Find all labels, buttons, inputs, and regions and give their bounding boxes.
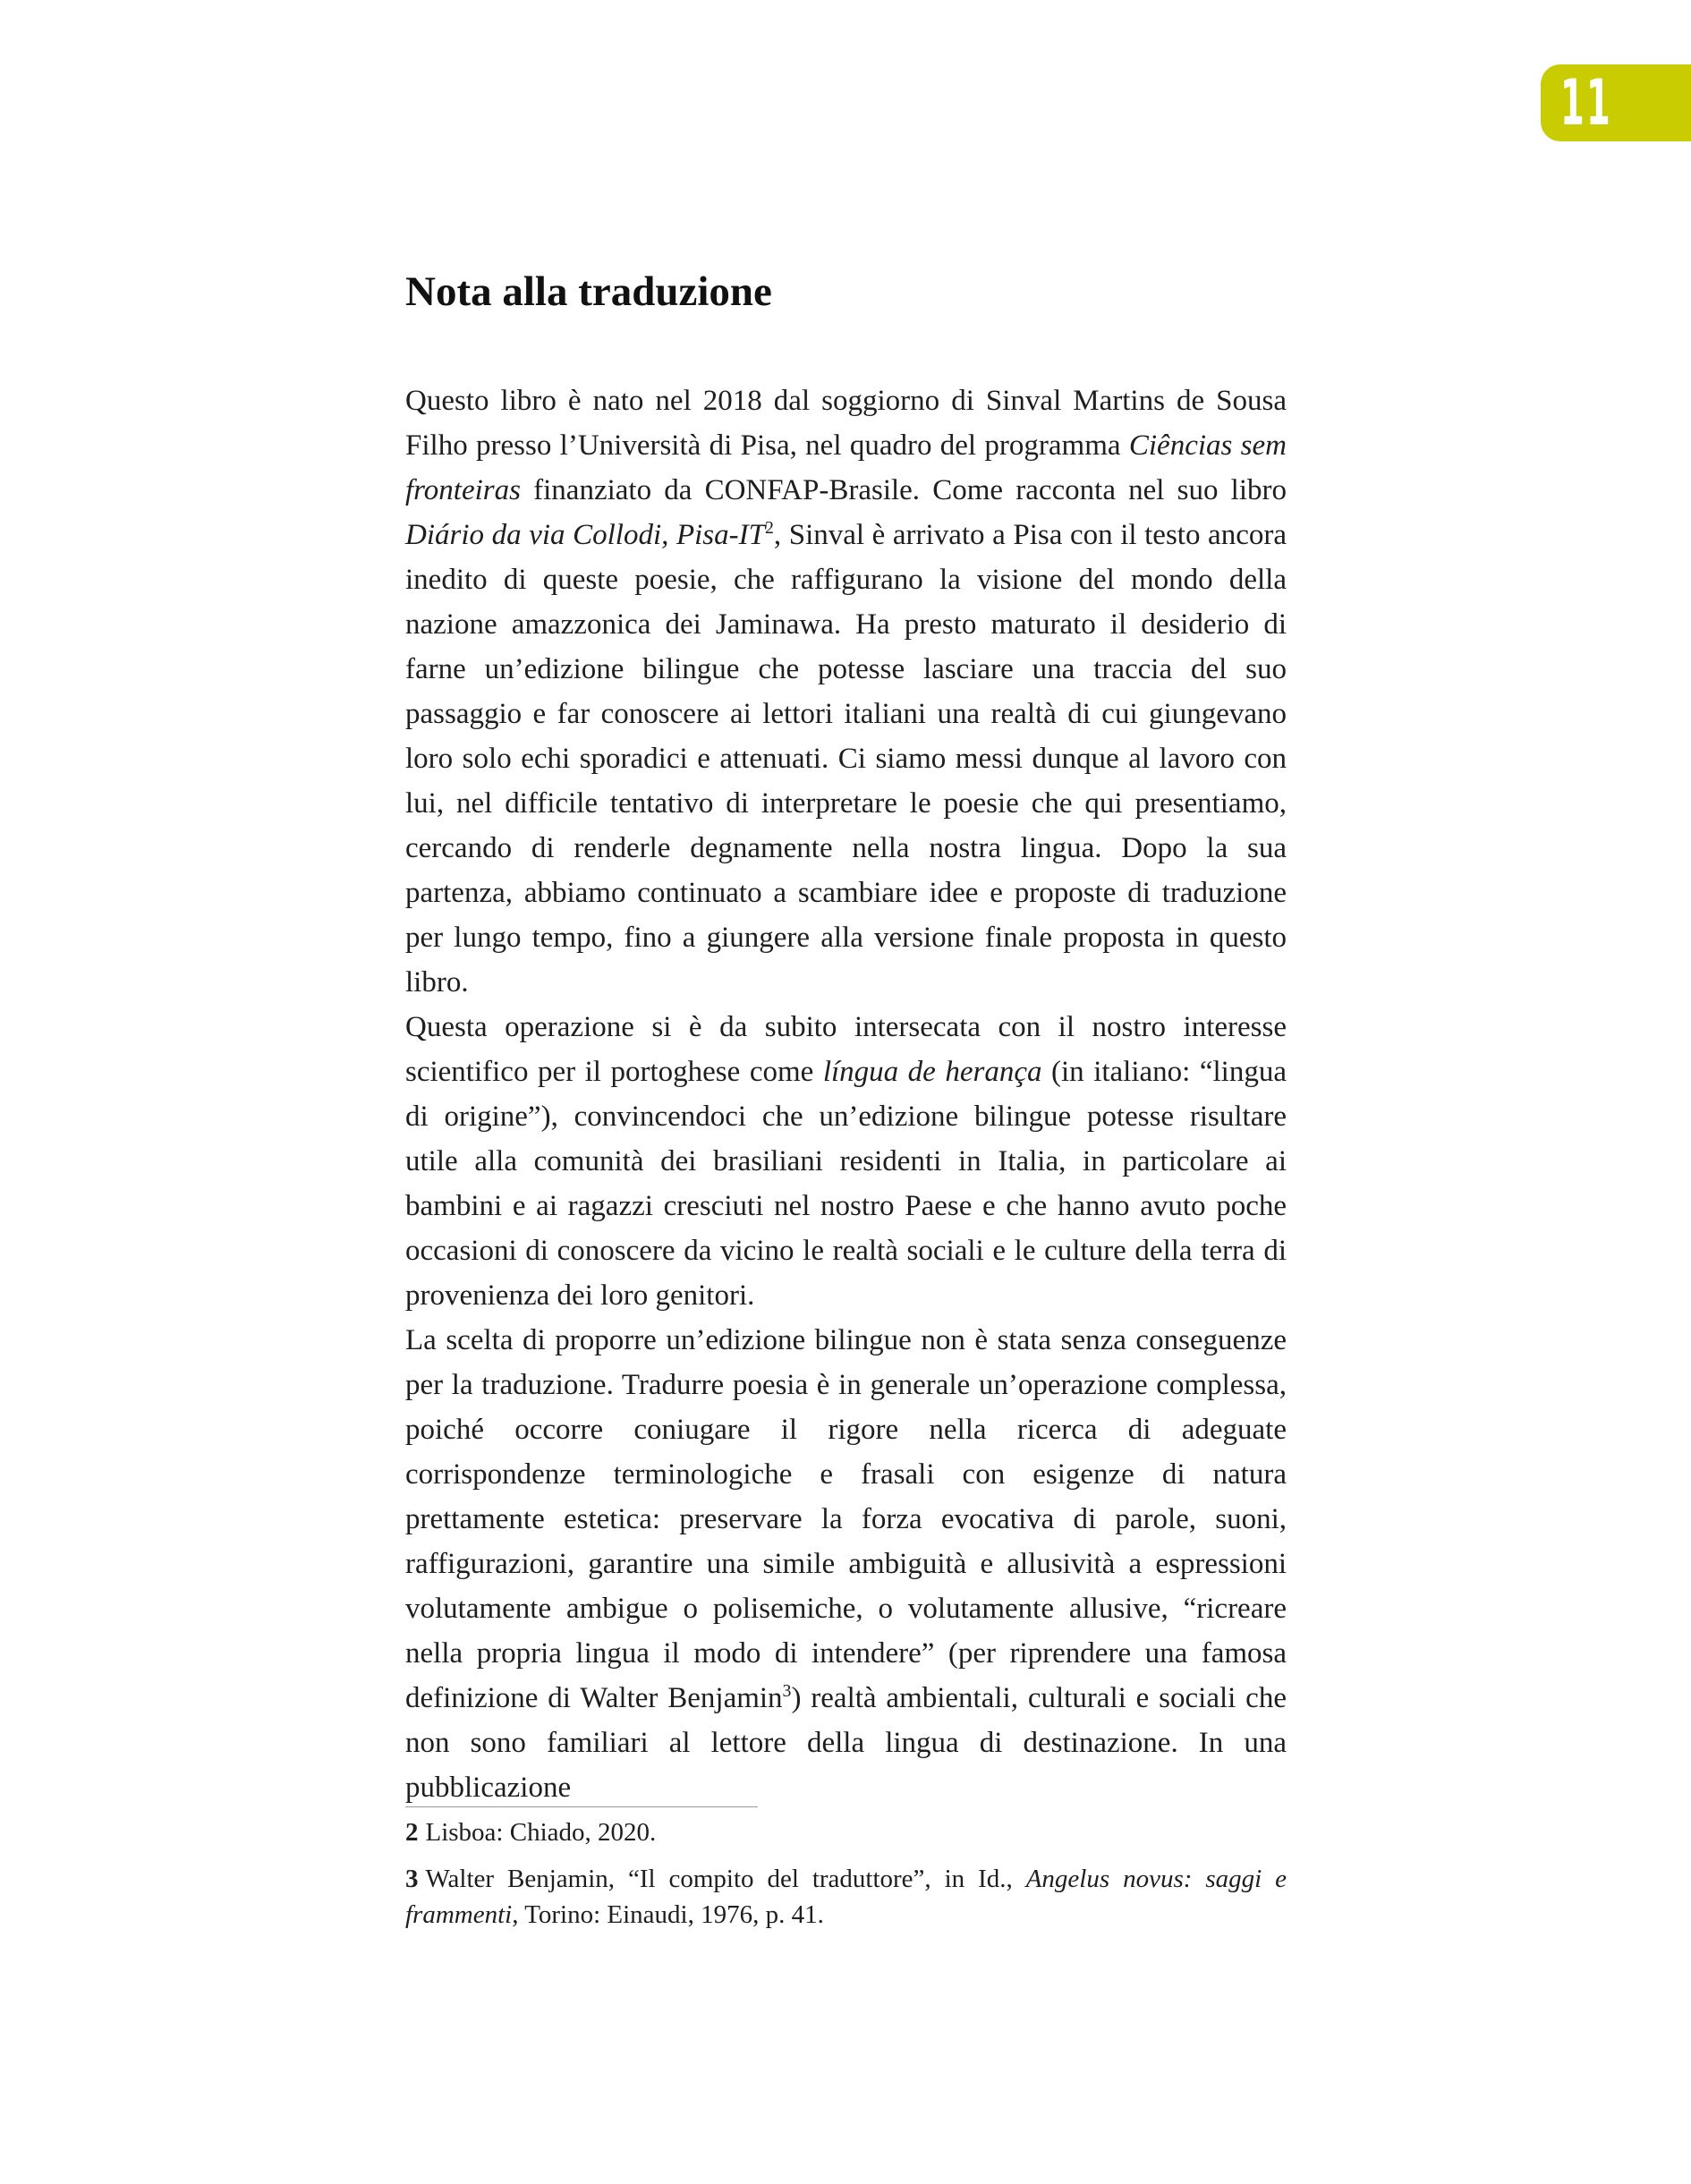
footnote-reference: 3	[782, 1681, 792, 1702]
main-content	[405, 267, 1287, 1810]
italic-text: Ciências sem fronteiras	[405, 429, 1287, 507]
italic-text: Angelus novus: saggi e frammenti	[405, 1865, 1287, 1929]
italic-text: língua de herança	[822, 1056, 1042, 1089]
paragraph	[405, 1318, 1287, 1810]
section-heading: Nota alla traduzione	[405, 268, 772, 315]
footnote-reference: 2	[764, 518, 774, 539]
footnotes	[405, 1814, 1287, 1943]
text-run: finanziato da CONFAP-Brasile. Come racconta nel suo libro	[520, 474, 1287, 507]
page-number: 11	[1560, 66, 1612, 140]
page-number-tab	[1541, 64, 1691, 141]
footnote-number: 3	[405, 1865, 419, 1893]
footnote-number: 2	[405, 1818, 419, 1847]
text-run: Questo libro è nato nel 2018 dal soggiorno di Sinval Martins de Sousa Filho presso l’Università di Pisa, nel quadro del programma	[405, 385, 1287, 463]
footnote	[405, 1861, 1287, 1933]
text-run: Walter Benjamin, “Il compito del traduttore”, in Id.,	[425, 1865, 1026, 1893]
paragraph	[405, 378, 1287, 1005]
footnote	[405, 1814, 1287, 1850]
text-run: Lisboa: Chiado, 2020.	[425, 1818, 657, 1847]
paragraph	[405, 1005, 1287, 1318]
text-run: , Torino: Einaudi, 1976, p. 41.	[512, 1900, 824, 1929]
text-run: , Sinval è arrivato a Pisa con il testo ancora inedito di queste poesie, che raffigurano la visione del mondo della nazione amazzonica dei Jaminawa. Ha presto maturato il desiderio di farne un’edizione bilingue che potesse lasciare una traccia del suo passaggio e far conoscere ai lettori italiani una realtà di cui giungevano loro solo echi sporadici e attenuati. Ci siamo messi dunque al lavoro con lui, nel difficile tentativo di interpretare le poesie che qui presentiamo, cercando di renderle degnamente nella nostra lingua. Dopo la sua partenza, abbiamo continuato a scambiare idee e proposte di traduzione per lungo tempo, fino a giungere alla versione finale proposta in questo libro.	[405, 519, 1287, 999]
body-text	[405, 378, 1287, 1810]
text-run: La scelta di proporre un’edizione bilingue non è stata senza conseguenze per la traduzione. Tradurre poesia è in generale un’operazione complessa, poiché occorre coniugare il rigore nella ricerca di adeguate corrispondenze terminologiche e frasali con esigenze di natura prettamente estetica: preservare la forza evocativa di parole, suoni, raffigurazioni, garantire una simile ambiguità e allusività a espressioni volutamente ambigue o polisemiche, o volutamente allusive, “ricreare nella propria lingua il modo di intendere” (per riprendere una famosa definizione di Walter Benjamin	[405, 1324, 1287, 1715]
text-run: Questa operazione si è da subito intersecata con il nostro interesse scientifico per il portoghese come	[405, 1011, 1287, 1089]
italic-text: Diário da via Collodi, Pisa-IT	[405, 519, 765, 552]
text-run: (in italiano: “lingua di origine”), convincendoci che un’edizione bilingue potesse risultare utile alla comunità dei brasiliani residenti in Italia, in particolare ai bambini e ai ragazzi cresciuti nel nostro Paese e che hanno avuto poche occasioni di conoscere da vicino le realtà sociali e le culture della terra di provenienza dei loro genitori.	[405, 1056, 1287, 1313]
footnote-divider	[405, 1806, 758, 1807]
text-run: ) realtà ambientali, culturali e sociali che non sono familiari al lettore della lingua di destinazione. In una pubblicazione	[405, 1682, 1287, 1805]
